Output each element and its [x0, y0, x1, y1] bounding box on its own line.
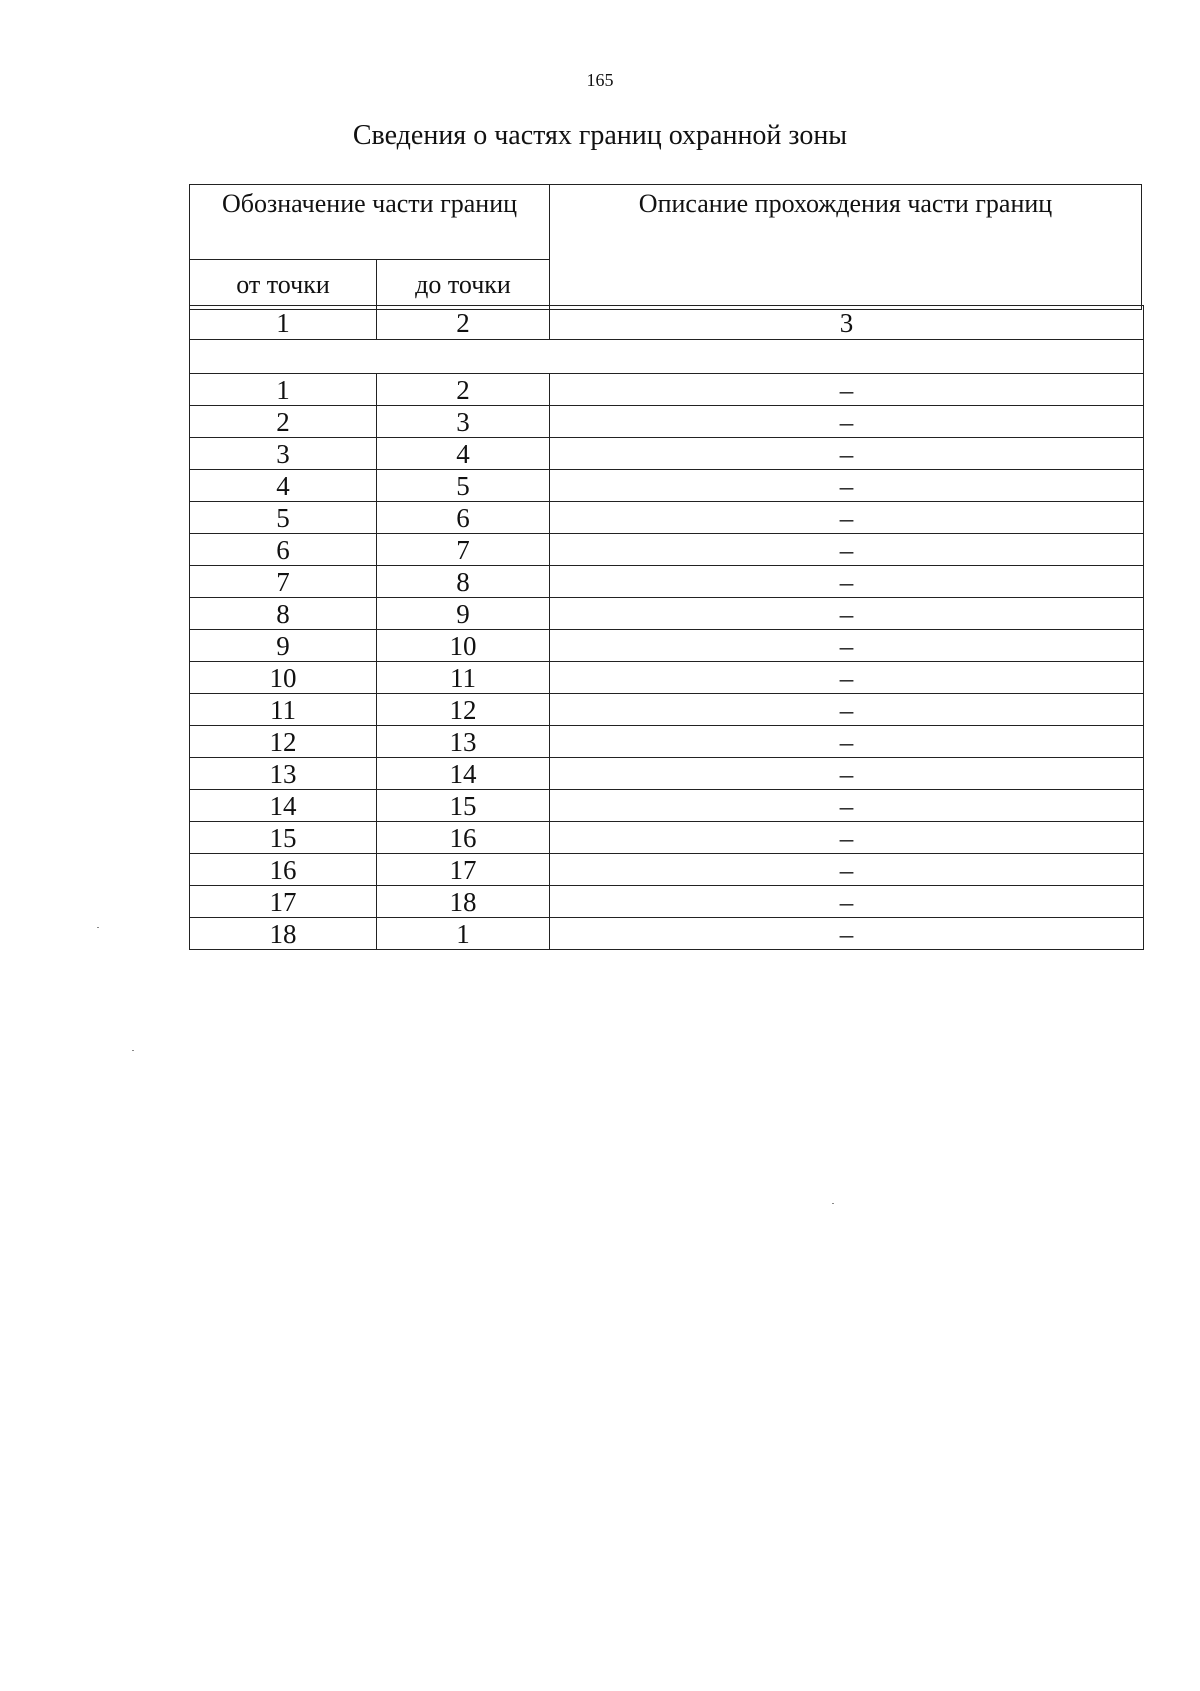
table-row — [190, 918, 1144, 950]
to-point-cell: 6 — [377, 502, 550, 534]
scan-speck — [97, 927, 99, 928]
column-number-2: 2 — [377, 306, 550, 340]
from-point-cell: 8 — [190, 598, 377, 630]
table-row — [190, 566, 1144, 598]
from-point-cell: 5 — [190, 502, 377, 534]
description-cell: – — [550, 854, 1144, 886]
from-point-cell: 7 — [190, 566, 377, 598]
to-point-cell: 17 — [377, 854, 550, 886]
header-from-point: от точки — [190, 260, 377, 310]
to-point-cell: 14 — [377, 758, 550, 790]
table-row — [190, 406, 1144, 438]
from-point-cell: 1 — [190, 374, 377, 406]
to-point-cell: 18 — [377, 886, 550, 918]
table-row — [190, 758, 1144, 790]
to-point-cell: 8 — [377, 566, 550, 598]
to-point-cell: 3 — [377, 406, 550, 438]
scan-speck — [132, 1050, 134, 1051]
from-point-cell: 3 — [190, 438, 377, 470]
description-cell: – — [550, 374, 1144, 406]
table-row — [190, 470, 1144, 502]
boundary-parts-table — [189, 305, 1144, 950]
header-to-point: до точки — [377, 260, 550, 310]
from-point-cell: 10 — [190, 662, 377, 694]
blank-cell — [190, 340, 1144, 374]
page-title: Сведения о частях границ охранной зоны — [352, 120, 848, 151]
table-row — [190, 726, 1144, 758]
from-point-cell: 16 — [190, 854, 377, 886]
table-row — [190, 598, 1144, 630]
description-cell: – — [550, 630, 1144, 662]
description-cell: – — [550, 438, 1144, 470]
from-point-cell: 6 — [190, 534, 377, 566]
to-point-cell: 9 — [377, 598, 550, 630]
to-point-cell: 12 — [377, 694, 550, 726]
table-row — [190, 374, 1144, 406]
to-point-cell: 16 — [377, 822, 550, 854]
column-number-1: 1 — [190, 306, 377, 340]
description-cell: – — [550, 790, 1144, 822]
from-point-cell: 13 — [190, 758, 377, 790]
table-row — [190, 694, 1144, 726]
description-cell: – — [550, 726, 1144, 758]
table-row — [190, 630, 1144, 662]
from-point-cell: 17 — [190, 886, 377, 918]
from-point-cell: 9 — [190, 630, 377, 662]
scan-speck — [832, 1203, 834, 1204]
description-cell: – — [550, 694, 1144, 726]
description-cell: – — [550, 662, 1144, 694]
column-numbers-row — [190, 306, 1144, 340]
to-point-cell: 2 — [377, 374, 550, 406]
from-point-cell: 12 — [190, 726, 377, 758]
description-cell: – — [550, 502, 1144, 534]
to-point-cell: 15 — [377, 790, 550, 822]
to-point-cell: 11 — [377, 662, 550, 694]
to-point-cell: 4 — [377, 438, 550, 470]
table-header — [189, 184, 1142, 310]
description-cell: – — [550, 470, 1144, 502]
to-point-cell: 1 — [377, 918, 550, 950]
header-description: Описание прохождения части границ — [550, 185, 1142, 310]
from-point-cell: 15 — [190, 822, 377, 854]
to-point-cell: 13 — [377, 726, 550, 758]
table-row — [190, 790, 1144, 822]
from-point-cell: 2 — [190, 406, 377, 438]
table-row — [190, 662, 1144, 694]
to-point-cell: 5 — [377, 470, 550, 502]
table-row — [190, 438, 1144, 470]
description-cell: – — [550, 598, 1144, 630]
description-cell: – — [550, 758, 1144, 790]
from-point-cell: 11 — [190, 694, 377, 726]
description-cell: – — [550, 534, 1144, 566]
table-row — [190, 502, 1144, 534]
description-cell: – — [550, 918, 1144, 950]
table-row — [190, 822, 1144, 854]
description-cell: – — [550, 566, 1144, 598]
to-point-cell: 7 — [377, 534, 550, 566]
table-row — [190, 534, 1144, 566]
table-row — [190, 854, 1144, 886]
from-point-cell: 14 — [190, 790, 377, 822]
blank-row — [190, 340, 1144, 374]
column-number-3: 3 — [550, 306, 1144, 340]
description-cell: – — [550, 886, 1144, 918]
description-cell: – — [550, 822, 1144, 854]
page-number: 165 — [586, 70, 614, 90]
table-row — [190, 886, 1144, 918]
from-point-cell: 18 — [190, 918, 377, 950]
from-point-cell: 4 — [190, 470, 377, 502]
header-designation: Обозначение части границ — [190, 185, 550, 260]
description-cell: – — [550, 406, 1144, 438]
to-point-cell: 10 — [377, 630, 550, 662]
